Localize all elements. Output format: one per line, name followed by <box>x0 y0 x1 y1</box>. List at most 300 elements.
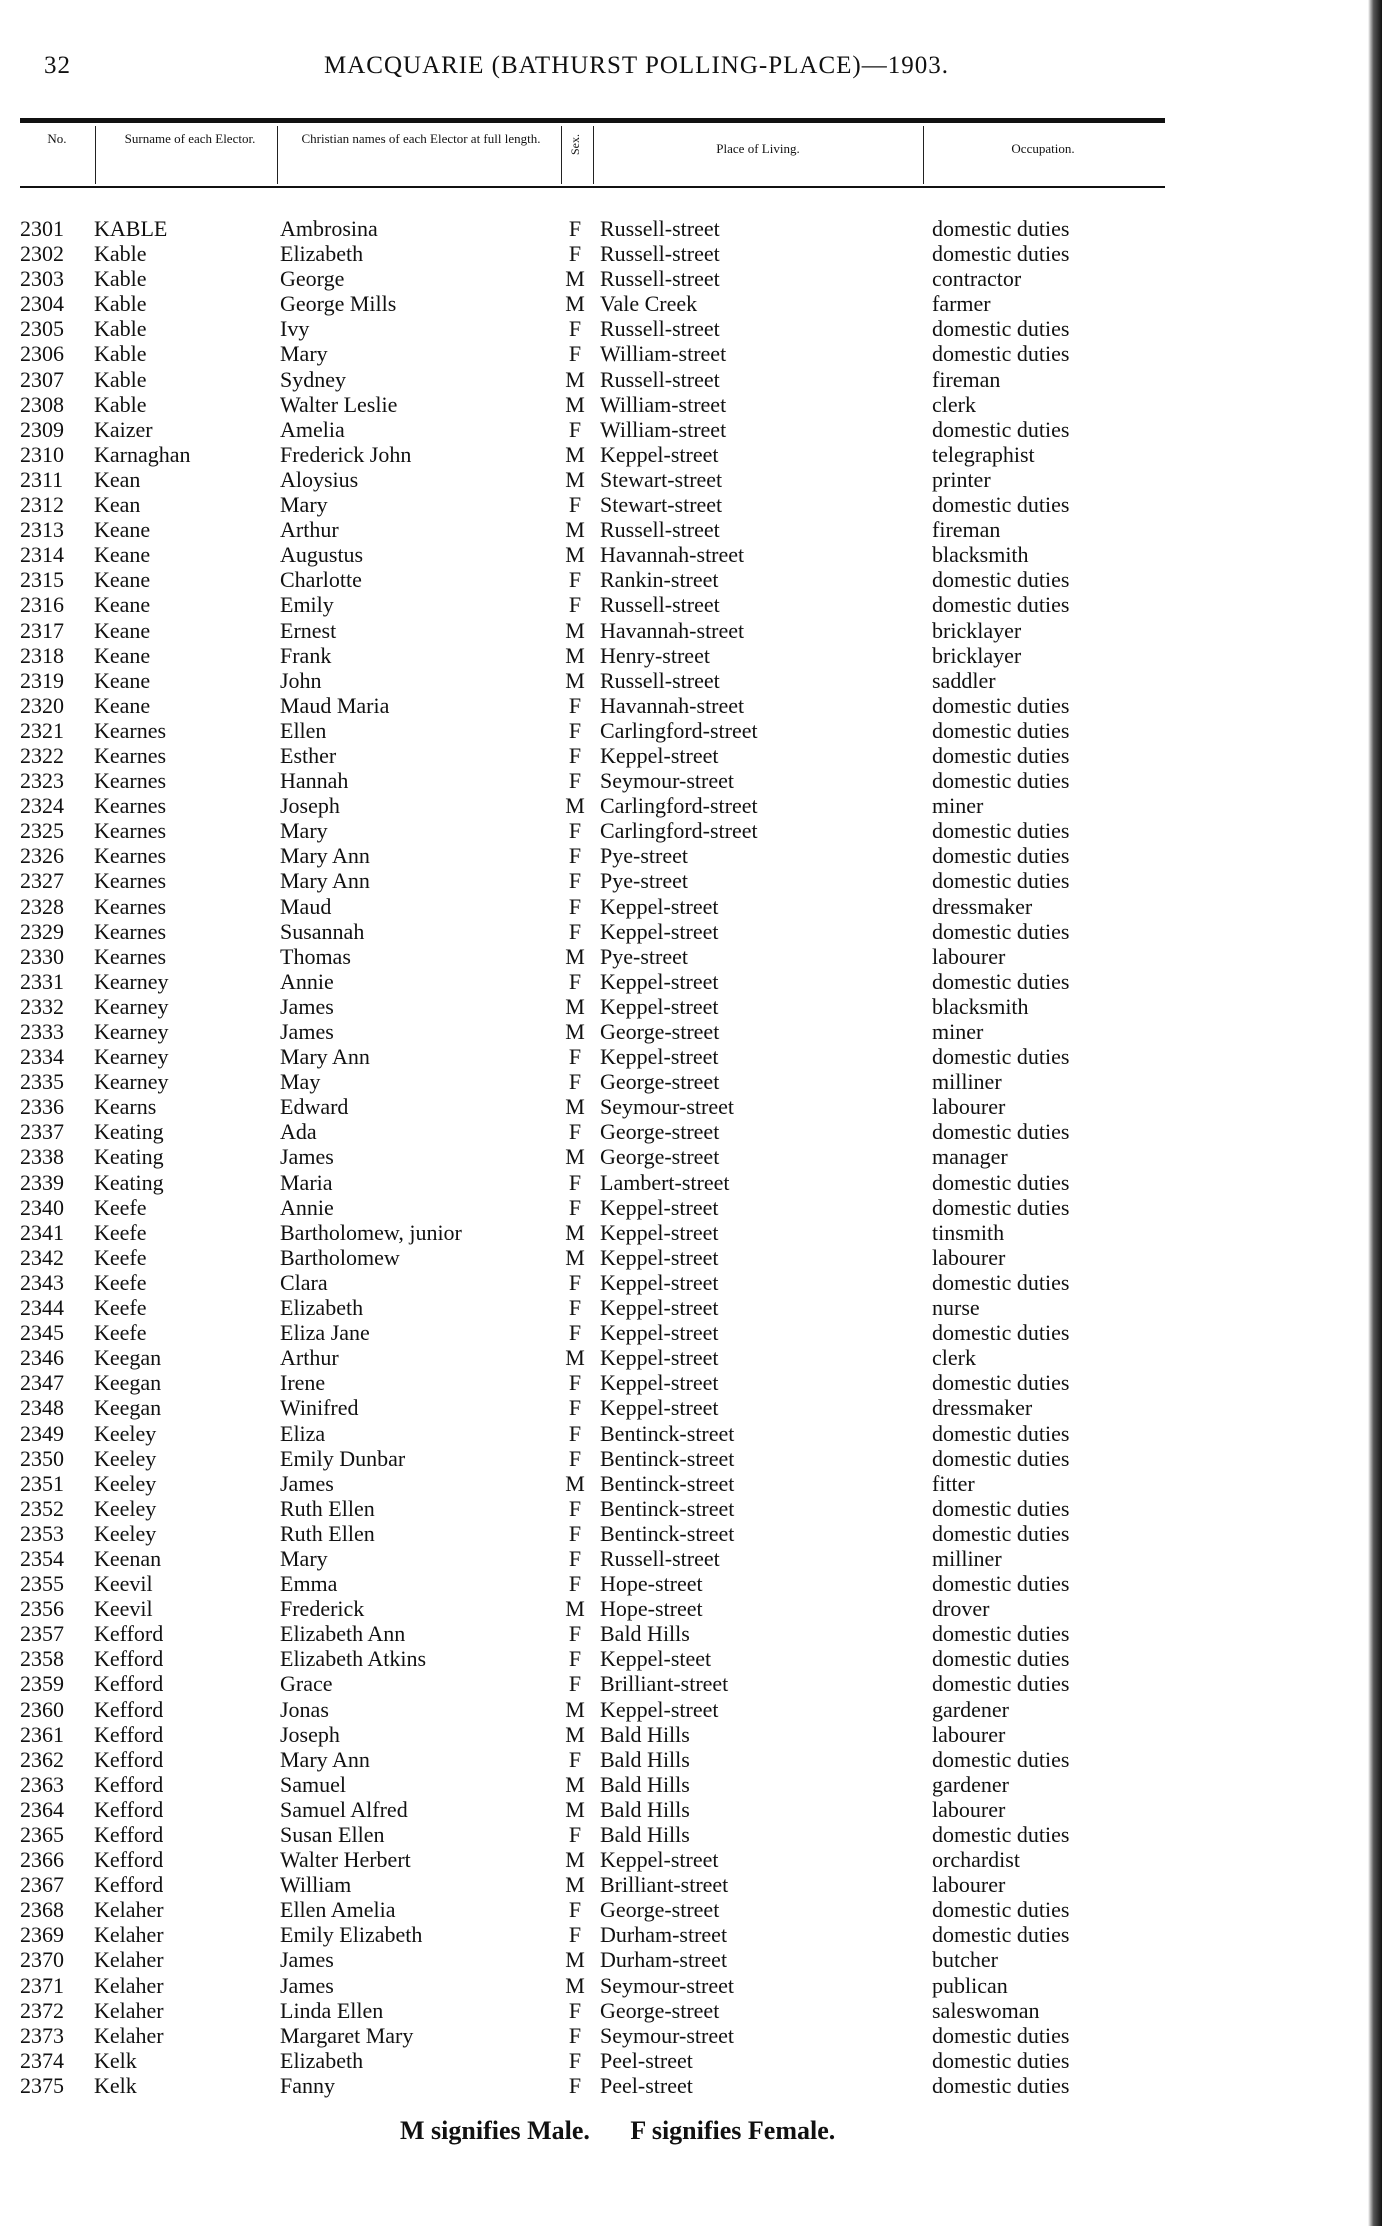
elector-occupation: saddler <box>932 667 996 693</box>
elector-sex: F <box>568 567 582 593</box>
table-row <box>20 1295 1165 1320</box>
elector-number: 2353 <box>20 1520 64 1546</box>
elector-sex: F <box>568 1069 582 1095</box>
elector-surname: KABLE <box>94 216 168 241</box>
elector-christian-names: Elizabeth Ann <box>280 1621 406 1647</box>
table-row <box>20 316 1165 341</box>
table-row <box>20 1697 1165 1722</box>
elector-christian-names: John <box>280 667 322 693</box>
table-row <box>20 1646 1165 1671</box>
elector-place-of-living: Stewart-street <box>600 492 723 518</box>
elector-occupation: labourer <box>932 1244 1006 1270</box>
elector-sex: F <box>568 1671 582 1697</box>
elector-place-of-living: Pye-street <box>600 943 688 969</box>
elector-number: 2324 <box>20 793 64 819</box>
elector-christian-names: James <box>280 1470 334 1496</box>
elector-place-of-living: Seymour-street <box>600 1972 734 1998</box>
elector-number: 2370 <box>20 1947 64 1973</box>
table-row <box>20 643 1165 668</box>
elector-christian-names: Hannah <box>280 768 349 794</box>
elector-sex: M <box>565 542 585 568</box>
table-row <box>20 1019 1165 1044</box>
elector-christian-names: Maud <box>280 893 332 919</box>
elector-christian-names: Clara <box>280 1269 328 1295</box>
table-row <box>20 417 1165 442</box>
elector-sex: M <box>565 1972 585 1998</box>
elector-sex: F <box>568 1295 582 1321</box>
elector-surname: Keane <box>94 642 151 668</box>
table-row <box>20 442 1165 467</box>
elector-place-of-living: Seymour-street <box>600 768 734 794</box>
elector-place-of-living: Keppel-street <box>600 893 719 919</box>
elector-place-of-living: George-street <box>600 1897 720 1923</box>
table-row <box>20 1245 1165 1270</box>
elector-surname: Kelaher <box>94 1947 164 1973</box>
elector-number: 2355 <box>20 1571 64 1597</box>
table-row <box>20 1722 1165 1747</box>
elector-occupation: domestic duties <box>932 918 1070 944</box>
elector-occupation: domestic duties <box>932 416 1070 442</box>
elector-sex: M <box>565 943 585 969</box>
elector-occupation: labourer <box>932 1796 1006 1822</box>
page-title: MACQUARIE (BATHURST POLLING-PLACE)—1903. <box>324 52 949 79</box>
elector-occupation: domestic duties <box>932 1897 1070 1923</box>
col-header-surname: Surname of each Elector. <box>124 131 256 146</box>
elector-sex: F <box>568 492 582 518</box>
table-row <box>20 793 1165 818</box>
elector-number: 2335 <box>20 1069 64 1095</box>
elector-place-of-living: Russell-street <box>600 266 720 292</box>
elector-christian-names: Emily Elizabeth <box>280 1922 423 1948</box>
table-row <box>20 1270 1165 1295</box>
sex-legend <box>400 2116 1000 2146</box>
elector-sex: M <box>565 1244 585 1270</box>
elector-occupation: domestic duties <box>932 1119 1070 1145</box>
elector-surname: Kearney <box>94 1069 169 1095</box>
table-row <box>20 868 1165 893</box>
elector-number: 2334 <box>20 1044 64 1070</box>
elector-occupation: domestic duties <box>932 1621 1070 1647</box>
elector-christian-names: Ada <box>280 1119 317 1145</box>
elector-number: 2310 <box>20 441 64 467</box>
col-header-sex: Sex. <box>568 134 582 155</box>
elector-sex: F <box>568 968 582 994</box>
elector-sex: F <box>568 1194 582 1220</box>
elector-sex: M <box>565 993 585 1019</box>
table-row <box>20 1170 1165 1195</box>
elector-christian-names: Mary Ann <box>280 1044 370 1070</box>
elector-number: 2364 <box>20 1796 64 1822</box>
elector-place-of-living: Keppel-street <box>600 993 719 1019</box>
elector-christian-names: James <box>280 1972 334 1998</box>
elector-occupation: farmer <box>932 291 991 317</box>
elector-christian-names: Frank <box>280 642 332 668</box>
elector-sex: M <box>565 1847 585 1873</box>
elector-occupation: labourer <box>932 1094 1006 1120</box>
elector-sex: F <box>568 216 582 241</box>
elector-number: 2316 <box>20 592 64 618</box>
elector-number: 2321 <box>20 717 64 743</box>
elector-occupation: drover <box>932 1596 990 1622</box>
elector-sex: F <box>568 1571 582 1597</box>
elector-place-of-living: Keppel-street <box>600 1244 719 1270</box>
elector-sex: M <box>565 517 585 543</box>
elector-sex: F <box>568 1320 582 1346</box>
elector-surname: Kearnes <box>94 768 167 794</box>
elector-number: 2348 <box>20 1395 64 1421</box>
elector-place-of-living: Bentinck-street <box>600 1520 735 1546</box>
elector-number: 2308 <box>20 391 64 417</box>
table-row <box>20 1822 1165 1847</box>
elector-occupation: miner <box>932 1019 984 1044</box>
elector-sex: M <box>565 667 585 693</box>
elector-place-of-living: George-street <box>600 1069 720 1095</box>
table-row <box>20 1546 1165 1571</box>
elector-place-of-living: Seymour-street <box>600 2022 734 2048</box>
elector-place-of-living: Seymour-street <box>600 1094 734 1120</box>
elector-surname: Kable <box>94 391 147 417</box>
elector-christian-names: Ellen Amelia <box>280 1897 396 1923</box>
elector-christian-names: Maria <box>280 1169 333 1195</box>
table-row <box>20 467 1165 492</box>
elector-sex: F <box>568 1044 582 1070</box>
elector-surname: Kefford <box>94 1822 164 1847</box>
elector-christian-names: Aloysius <box>280 466 359 492</box>
table-row <box>20 567 1165 592</box>
elector-occupation: domestic duties <box>932 1495 1070 1521</box>
elector-place-of-living: Keppel-street <box>600 1847 719 1873</box>
elector-sex: M <box>565 441 585 467</box>
table-row <box>20 291 1165 316</box>
page-edge-shadow <box>1368 0 1382 2226</box>
header-rule-top <box>20 118 1165 123</box>
elector-christian-names: Susannah <box>280 918 365 944</box>
elector-place-of-living: Bentinck-street <box>600 1420 735 1446</box>
elector-surname: Keeley <box>94 1520 157 1546</box>
elector-place-of-living: Keppel-street <box>600 742 719 768</box>
table-row <box>20 2023 1165 2048</box>
table-row <box>20 944 1165 969</box>
elector-place-of-living: Carlingford-street <box>600 793 758 819</box>
elector-number: 2373 <box>20 2022 64 2048</box>
elector-christian-names: Mary <box>280 341 328 367</box>
table-row <box>20 367 1165 392</box>
elector-place-of-living: Vale Creek <box>600 291 698 317</box>
elector-surname: Kefford <box>94 1671 164 1697</box>
elector-place-of-living: George-street <box>600 1997 720 2023</box>
table-row <box>20 1421 1165 1446</box>
elector-surname: Kearney <box>94 968 169 994</box>
elector-surname: Kean <box>94 466 141 492</box>
table-row <box>20 1370 1165 1395</box>
elector-number: 2325 <box>20 818 64 844</box>
elector-occupation: domestic duties <box>932 216 1070 241</box>
elector-number: 2337 <box>20 1119 64 1145</box>
elector-place-of-living: Keppel-street <box>600 1320 719 1346</box>
elector-christian-names: Elizabeth <box>280 2047 364 2073</box>
elector-sex: F <box>568 868 582 894</box>
elector-surname: Kearnes <box>94 868 167 894</box>
elector-christian-names: Mary Ann <box>280 843 370 869</box>
elector-occupation: blacksmith <box>932 542 1029 568</box>
table-row <box>20 1973 1165 1998</box>
elector-surname: Keefe <box>94 1244 147 1270</box>
elector-sex: M <box>565 1771 585 1797</box>
column-divider <box>923 126 924 184</box>
elector-sex: F <box>568 241 582 267</box>
elector-number: 2342 <box>20 1244 64 1270</box>
elector-christian-names: Emma <box>280 1571 338 1597</box>
elector-number: 2351 <box>20 1470 64 1496</box>
table-row <box>20 743 1165 768</box>
elector-occupation: domestic duties <box>932 1671 1070 1697</box>
elector-number: 2319 <box>20 667 64 693</box>
elector-sex: M <box>565 1696 585 1722</box>
elector-surname: Keefe <box>94 1295 147 1321</box>
elector-occupation: domestic duties <box>932 316 1070 342</box>
table-row <box>20 1496 1165 1521</box>
elector-christian-names: Augustus <box>280 542 364 568</box>
table-row <box>20 1119 1165 1144</box>
elector-sex: F <box>568 1370 582 1396</box>
elector-christian-names: Samuel <box>280 1771 346 1797</box>
elector-surname: Keane <box>94 692 151 718</box>
elector-sex: F <box>568 1269 582 1295</box>
elector-occupation: labourer <box>932 1872 1006 1898</box>
elector-surname: Kearney <box>94 1019 169 1044</box>
elector-place-of-living: Russell-street <box>600 216 720 241</box>
elector-christian-names: Maud Maria <box>280 692 390 718</box>
elector-place-of-living: Keppel-street <box>600 1370 719 1396</box>
col-header-no: No. <box>47 131 67 146</box>
elector-place-of-living: Keppel-street <box>600 1345 719 1371</box>
elector-occupation: printer <box>932 466 991 492</box>
elector-occupation: domestic duties <box>932 968 1070 994</box>
elector-place-of-living: Keppel-street <box>600 1269 719 1295</box>
elector-surname: Kable <box>94 266 147 292</box>
elector-christian-names: Ernest <box>280 617 337 643</box>
elector-christian-names: Linda Ellen <box>280 1997 384 2023</box>
elector-sex: M <box>565 793 585 819</box>
elector-occupation: fitter <box>932 1470 975 1496</box>
elector-christian-names: Amelia <box>280 416 345 442</box>
table-row <box>20 1471 1165 1496</box>
elector-sex: F <box>568 592 582 618</box>
elector-number: 2312 <box>20 492 64 518</box>
elector-occupation: telegraphist <box>932 441 1035 467</box>
elector-sex: M <box>565 642 585 668</box>
male-legend: M signifies Male. <box>400 2116 590 2145</box>
elector-christian-names: Elizabeth <box>280 241 364 267</box>
elector-sex: F <box>568 1119 582 1145</box>
table-row <box>20 1747 1165 1772</box>
table-row <box>20 1772 1165 1797</box>
table-row <box>20 517 1165 542</box>
elector-place-of-living: Keppel-street <box>600 1395 719 1421</box>
table-row <box>20 1872 1165 1897</box>
table-row <box>20 341 1165 366</box>
elector-sex: F <box>568 742 582 768</box>
table-row <box>20 618 1165 643</box>
col-header-occupation: Occupation. <box>1011 141 1075 156</box>
elector-number: 2361 <box>20 1721 64 1747</box>
elector-number: 2328 <box>20 893 64 919</box>
table-row <box>20 241 1165 266</box>
elector-occupation: contractor <box>932 266 1022 292</box>
elector-occupation: gardener <box>932 1696 1009 1722</box>
elector-christian-names: Mary Ann <box>280 868 370 894</box>
column-headers <box>20 124 1165 186</box>
elector-place-of-living: Russell-street <box>600 517 720 543</box>
elector-place-of-living: William-street <box>600 341 727 367</box>
table-row <box>20 843 1165 868</box>
elector-occupation: domestic duties <box>932 567 1070 593</box>
elector-place-of-living: Keppel-street <box>600 1194 719 1220</box>
elector-surname: Kefford <box>94 1621 164 1647</box>
table-row <box>20 768 1165 793</box>
table-row <box>20 894 1165 919</box>
elector-place-of-living: Peel-street <box>600 2047 693 2073</box>
page-number: 32 <box>44 52 71 79</box>
elector-number: 2331 <box>20 968 64 994</box>
elector-christian-names: George Mills <box>280 291 397 317</box>
table-row <box>20 693 1165 718</box>
elector-occupation: domestic duties <box>932 1269 1070 1295</box>
elector-place-of-living: Bentinck-street <box>600 1495 735 1521</box>
col-header-christian: Christian names of each Elector at full length. <box>301 131 541 146</box>
elector-place-of-living: Havannah-street <box>600 542 745 568</box>
table-row <box>20 1144 1165 1169</box>
col-header-place: Place of Living. <box>716 141 800 156</box>
elector-surname: Kearnes <box>94 717 167 743</box>
table-row <box>20 1947 1165 1972</box>
elector-christian-names: Ruth Ellen <box>280 1520 375 1546</box>
elector-surname: Kearnes <box>94 793 167 819</box>
elector-sex: M <box>565 1219 585 1245</box>
table-row <box>20 1621 1165 1646</box>
elector-occupation: orchardist <box>932 1847 1020 1873</box>
elector-surname: Keegan <box>94 1395 162 1421</box>
elector-surname: Kearney <box>94 993 169 1019</box>
elector-occupation: domestic duties <box>932 1320 1070 1346</box>
elector-place-of-living: Keppel-street <box>600 968 719 994</box>
elector-occupation: domestic duties <box>932 843 1070 869</box>
elector-place-of-living: Keppel-street <box>600 1696 719 1722</box>
elector-christian-names: Joseph <box>280 1721 340 1747</box>
elector-place-of-living: Russell-street <box>600 667 720 693</box>
elector-surname: Kearney <box>94 1044 169 1070</box>
elector-christian-names: May <box>280 1069 321 1095</box>
elector-surname: Kearnes <box>94 818 167 844</box>
elector-occupation: domestic duties <box>932 1520 1070 1546</box>
table-row <box>20 718 1165 743</box>
column-divider <box>277 126 278 184</box>
elector-surname: Keenan <box>94 1545 162 1571</box>
elector-list <box>20 216 1165 2098</box>
elector-occupation: milliner <box>932 1069 1002 1095</box>
table-row <box>20 969 1165 994</box>
elector-surname: Keegan <box>94 1370 162 1396</box>
elector-place-of-living: Bald Hills <box>600 1796 690 1822</box>
table-row <box>20 1847 1165 1872</box>
elector-occupation: domestic duties <box>932 1571 1070 1597</box>
elector-christian-names: Mary <box>280 1545 328 1571</box>
elector-number: 2374 <box>20 2047 64 2073</box>
elector-number: 2350 <box>20 1445 64 1471</box>
elector-occupation: labourer <box>932 943 1006 969</box>
elector-occupation: butcher <box>932 1947 998 1973</box>
elector-surname: Kefford <box>94 1771 164 1797</box>
elector-sex: F <box>568 717 582 743</box>
elector-occupation: domestic duties <box>932 1922 1070 1948</box>
elector-sex: F <box>568 341 582 367</box>
female-legend: F signifies Female. <box>630 2116 836 2145</box>
column-divider <box>95 126 96 184</box>
elector-surname: Keating <box>94 1144 164 1170</box>
elector-occupation: tinsmith <box>932 1219 1005 1245</box>
table-row <box>20 1069 1165 1094</box>
elector-surname: Kelaher <box>94 1922 164 1948</box>
elector-number: 2354 <box>20 1545 64 1571</box>
elector-surname: Keeley <box>94 1495 157 1521</box>
header-rule-bottom <box>20 186 1165 188</box>
elector-surname: Kefford <box>94 1872 164 1898</box>
elector-place-of-living: Durham-street <box>600 1922 728 1948</box>
elector-sex: F <box>568 416 582 442</box>
elector-occupation: bricklayer <box>932 617 1022 643</box>
elector-number: 2318 <box>20 642 64 668</box>
elector-sex: M <box>565 1596 585 1622</box>
table-row <box>20 2048 1165 2073</box>
elector-surname: Kearnes <box>94 742 167 768</box>
elector-surname: Kelk <box>94 2072 137 2098</box>
elector-number: 2345 <box>20 1320 64 1346</box>
table-row <box>20 2073 1165 2098</box>
elector-place-of-living: Durham-street <box>600 1947 728 1973</box>
elector-sex: F <box>568 1646 582 1672</box>
elector-occupation: labourer <box>932 1721 1006 1747</box>
table-row <box>20 1998 1165 2023</box>
elector-place-of-living: Keppel-street <box>600 918 719 944</box>
elector-number: 2322 <box>20 742 64 768</box>
table-row <box>20 1320 1165 1345</box>
elector-sex: M <box>565 1721 585 1747</box>
elector-surname: Kean <box>94 492 141 518</box>
table-row <box>20 1897 1165 1922</box>
elector-sex: F <box>568 1420 582 1446</box>
elector-occupation: fireman <box>932 366 1001 392</box>
elector-number: 2341 <box>20 1219 64 1245</box>
elector-christian-names: Esther <box>280 742 337 768</box>
elector-surname: Keane <box>94 667 151 693</box>
elector-occupation: blacksmith <box>932 993 1029 1019</box>
elector-christian-names: Walter Herbert <box>280 1847 411 1873</box>
elector-sex: M <box>565 1796 585 1822</box>
elector-surname: Kable <box>94 291 147 317</box>
elector-surname: Kefford <box>94 1721 164 1747</box>
elector-occupation: miner <box>932 793 984 819</box>
elector-sex: M <box>565 466 585 492</box>
elector-place-of-living: Pye-street <box>600 868 688 894</box>
elector-place-of-living: Brilliant-street <box>600 1872 729 1898</box>
elector-christian-names: Grace <box>280 1671 333 1697</box>
elector-number: 2320 <box>20 692 64 718</box>
elector-surname: Kable <box>94 316 147 342</box>
elector-sex: M <box>565 1947 585 1973</box>
elector-surname: Karnaghan <box>94 441 191 467</box>
elector-number: 2363 <box>20 1771 64 1797</box>
elector-occupation: domestic duties <box>932 2047 1070 2073</box>
